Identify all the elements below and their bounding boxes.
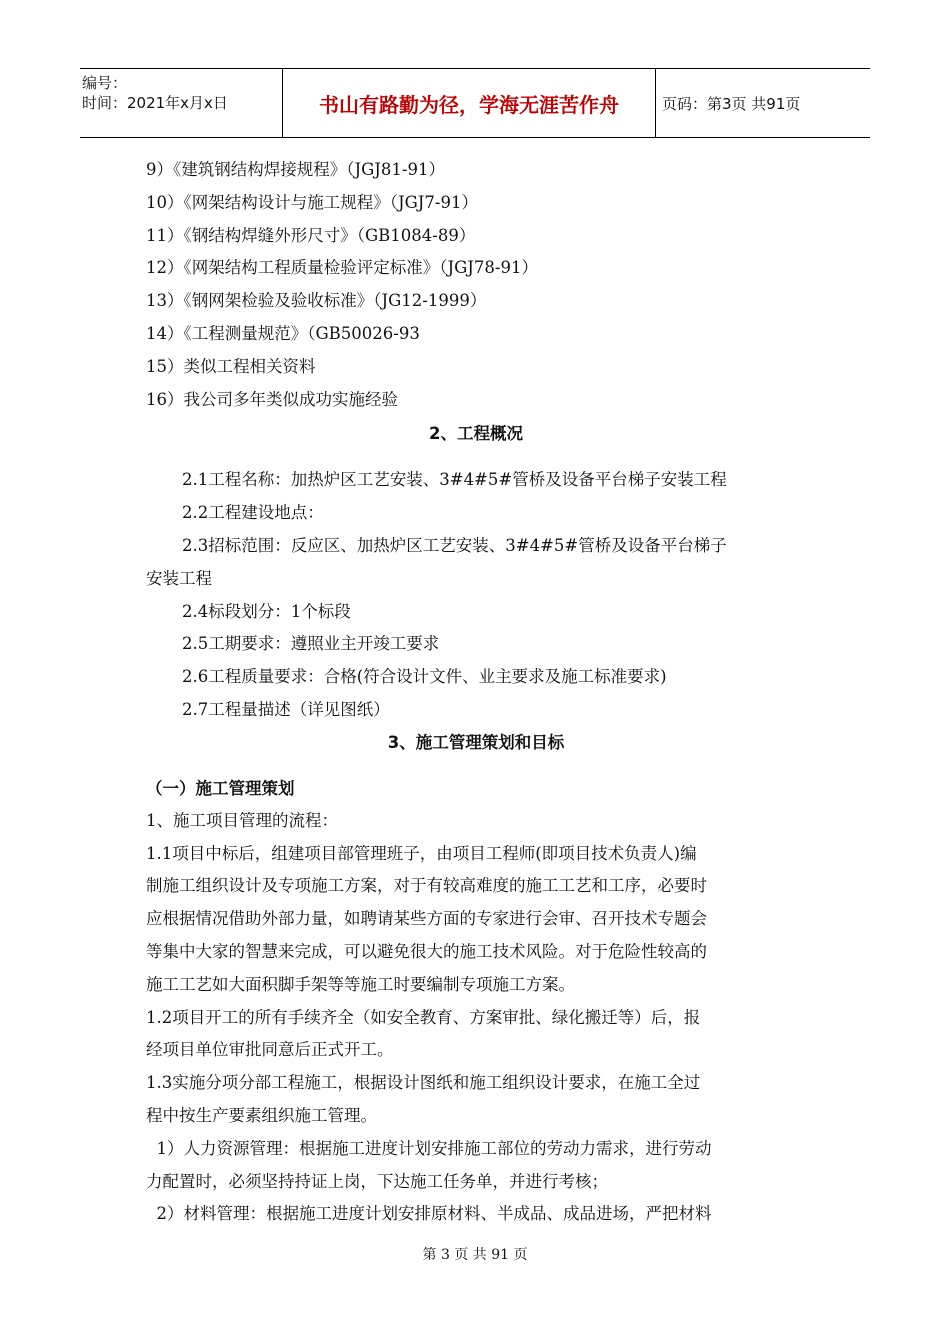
section-3-title: 3、施工管理策划和目标 (387, 732, 565, 752)
body-line: 1.2项目开工的所有手续齐全（如安全教育、方案审批、绿化搬迁等）后，报 (146, 1007, 701, 1027)
reference-item: 13）《钢网架检验及验收标准》（JG12-1999） (146, 291, 487, 311)
body-line: 力配置时，必须坚持持证上岗，下达施工任务单，并进行考核； (146, 1171, 608, 1191)
body-line: 经项目单位审批同意后正式开工。 (146, 1040, 394, 1060)
overview-item: 2.4标段划分：1个标段 (182, 601, 351, 621)
body-line: 1.3实施分项分部工程施工，根据设计图纸和施工组织设计要求，在施工全过 (146, 1073, 701, 1093)
overview-item: 2.7工程量描述（详见图纸） (182, 699, 390, 719)
body-line: 1.1项目中标后，组建项目部管理班子，由项目工程师(即项目技术负责人)编 (146, 843, 697, 863)
section-3-subtitle: （一）施工管理策划 (146, 778, 295, 798)
header-meta (80, 69, 282, 137)
header-page-info: 页码：第3页 共91页 (662, 94, 801, 113)
body-line: 等集中大家的智慧来完成，可以避免很大的施工技术风险。对于危险性较高的 (146, 941, 707, 961)
page-header (80, 68, 870, 138)
body-line: 施工工艺如大面积脚手架等等施工时要编制专项施工方案。 (146, 974, 575, 994)
reference-item: 16）我公司多年类似成功实施经验 (146, 389, 398, 409)
reference-item: 9）《建筑钢结构焊接规程》（JGJ81-91） (146, 160, 445, 179)
overview-item: 2.3招标范围：反应区、加热炉区工艺安装、3#4#5#管桥及设备平台梯子 (182, 535, 727, 555)
body-line: 1、施工项目管理的流程： (146, 810, 338, 830)
document-body (146, 154, 806, 1231)
reference-item: 10）《网架结构设计与施工规程》（JGJ7-91） (146, 192, 478, 212)
page-footer: 第 3 页 共 91 页 (422, 1247, 528, 1263)
body-line: 2）材料管理：根据施工进度计划安排原材料、半成品、成品进场，严把材料 (146, 1204, 712, 1224)
header-motto: 书山有路勤为径，学海无涯苦作舟 (282, 69, 656, 137)
number-label: 编号： (82, 74, 128, 92)
reference-item: 14）《工程测量规范》（GB50026-93 (146, 323, 420, 343)
overview-item-continued: 安装工程 (146, 568, 212, 588)
body-line: 程中按生产要素组织施工管理。 (146, 1105, 377, 1125)
reference-item: 11）《钢结构焊缝外形尺寸》（GB1084-89） (146, 225, 476, 245)
overview-item: 2.6工程质量要求：合格(符合设计文件、业主要求及施工标准要求) (182, 667, 667, 687)
time-label: 时间：2021年x月x日 (82, 94, 228, 112)
overview-item: 2.1工程名称：加热炉区工艺安装、3#4#5#管桥及设备平台梯子安装工程 (182, 470, 727, 490)
reference-item: 15）类似工程相关资料 (146, 356, 316, 376)
overview-item: 2.5工期要求：遵照业主开竣工要求 (182, 634, 440, 654)
body-line: 制施工组织设计及专项施工方案，对于有较高难度的施工工艺和工序，必要时 (146, 876, 707, 896)
overview-item: 2.2工程建设地点： (182, 503, 324, 523)
section-2-title: 2、工程概况 (429, 424, 523, 444)
body-line: 应根据情况借助外部力量，如聘请某些方面的专家进行会审、召开技术专题会 (146, 909, 707, 929)
reference-item: 12）《网架结构工程质量检验评定标准》（JGJ78-91） (146, 258, 538, 278)
body-line: 1）人力资源管理：根据施工进度计划安排施工部位的劳动力需求，进行劳动 (146, 1138, 712, 1158)
